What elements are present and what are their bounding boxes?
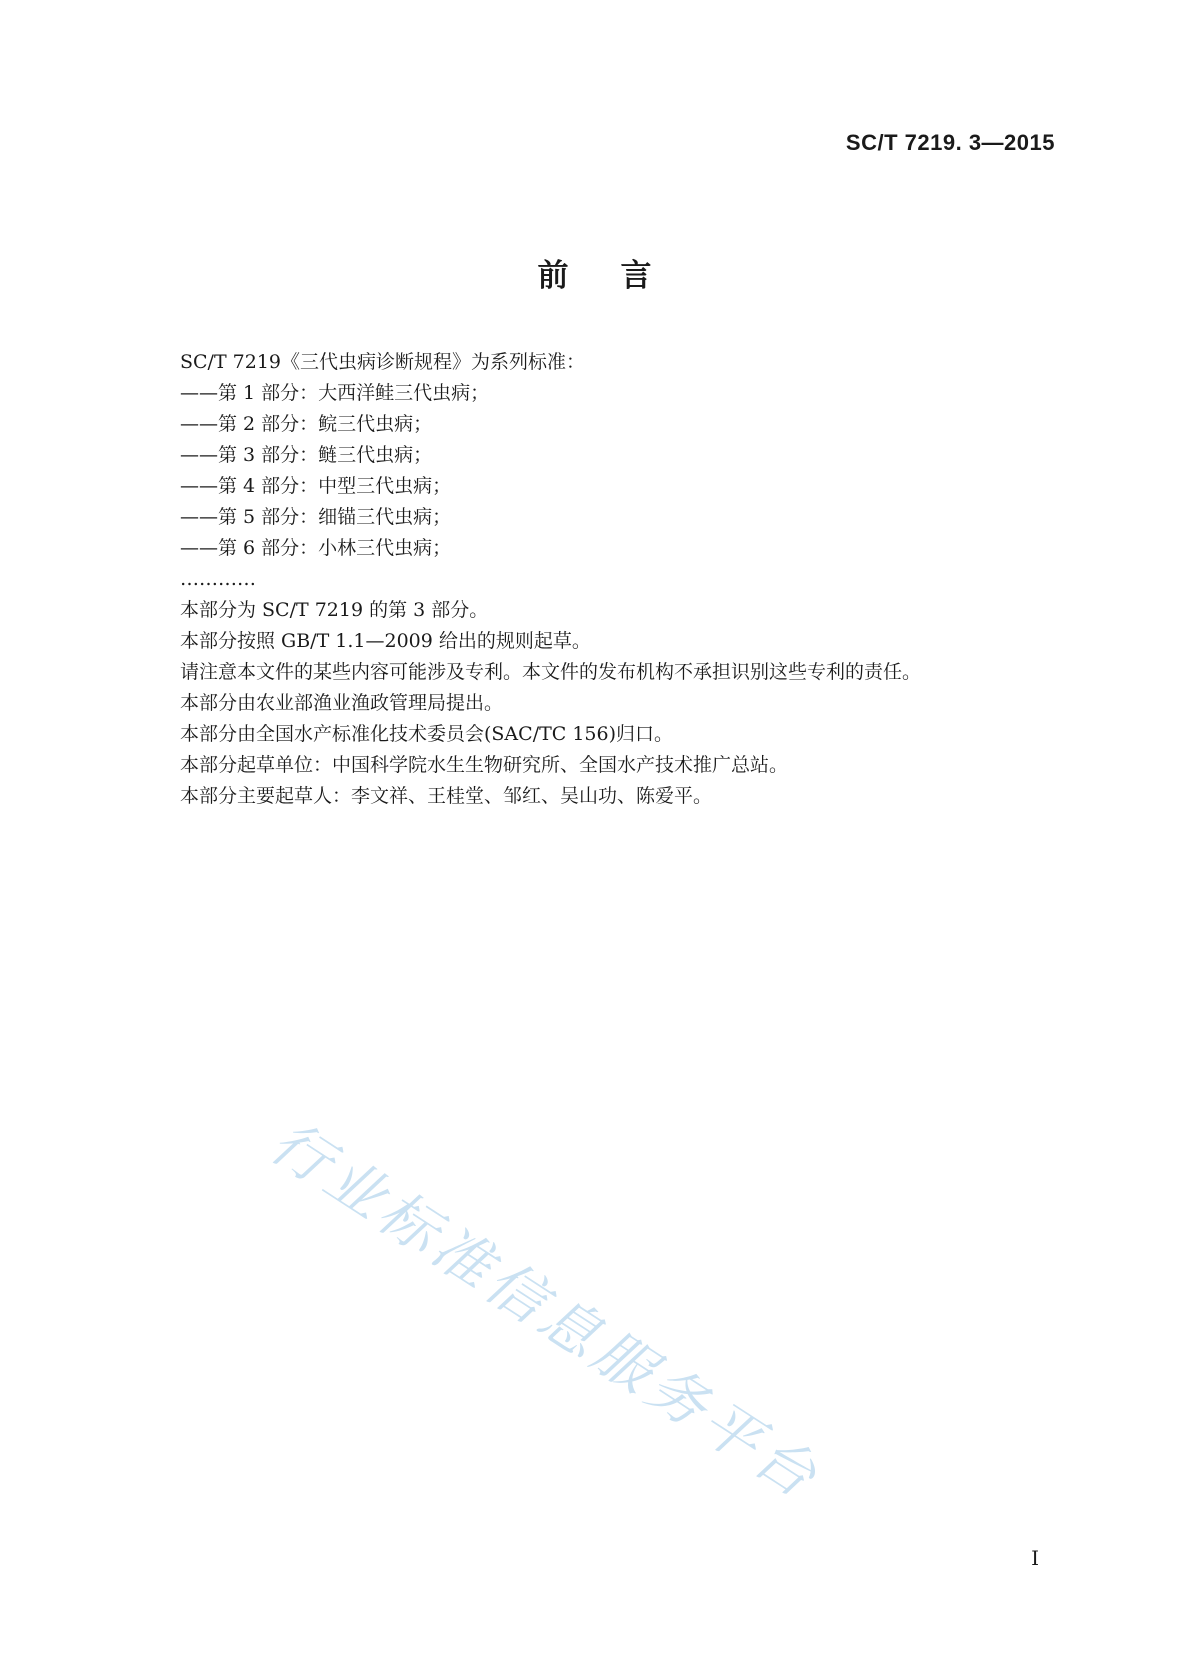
part-statement-line: 本部分为 SC/T 7219 的第 3 部分。 bbox=[180, 599, 489, 621]
part-2-line: ——第 2 部分：鲩三代虫病； bbox=[180, 413, 433, 435]
part-6-line: ——第 6 部分：小林三代虫病； bbox=[180, 537, 452, 559]
watermark: 行业标准信息服务平台 bbox=[258, 1107, 833, 1514]
patent-notice-line: 请注意本文件的某些内容可能涉及专利。本文件的发布机构不承担识别这些专利的责任。 bbox=[180, 661, 922, 683]
drafters-line: 本部分主要起草人：李文祥、王桂堂、邹红、吴山功、陈爱平。 bbox=[180, 785, 713, 807]
series-intro-line: SC/T 7219《三代虫病诊断规程》为系列标准： bbox=[180, 351, 586, 373]
document-number: SC/T 7219. 3—2015 bbox=[845, 130, 1055, 155]
administrator-line: 本部分由全国水产标准化技术委员会(SAC/TC 156)归口。 bbox=[180, 723, 674, 745]
foreword-body bbox=[180, 347, 1060, 812]
part-3-line: ——第 3 部分：鲢三代虫病； bbox=[180, 444, 433, 466]
page-title: 前言 bbox=[537, 258, 704, 294]
part-4-line: ——第 4 部分：中型三代虫病； bbox=[180, 475, 452, 497]
part-1-line: ——第 1 部分：大西洋鲑三代虫病； bbox=[180, 382, 490, 404]
page-number: I bbox=[1031, 1546, 1039, 1570]
part-5-line: ——第 5 部分：细锚三代虫病； bbox=[180, 506, 452, 528]
proposer-line: 本部分由农业部渔业渔政管理局提出。 bbox=[180, 692, 504, 714]
drafting-units-line: 本部分起草单位：中国科学院水生生物研究所、全国水产技术推广总站。 bbox=[180, 754, 789, 776]
ellipsis-line: ………… bbox=[180, 568, 256, 590]
drafting-rules-line: 本部分按照 GB/T 1.1—2009 给出的规则起草。 bbox=[180, 630, 591, 652]
